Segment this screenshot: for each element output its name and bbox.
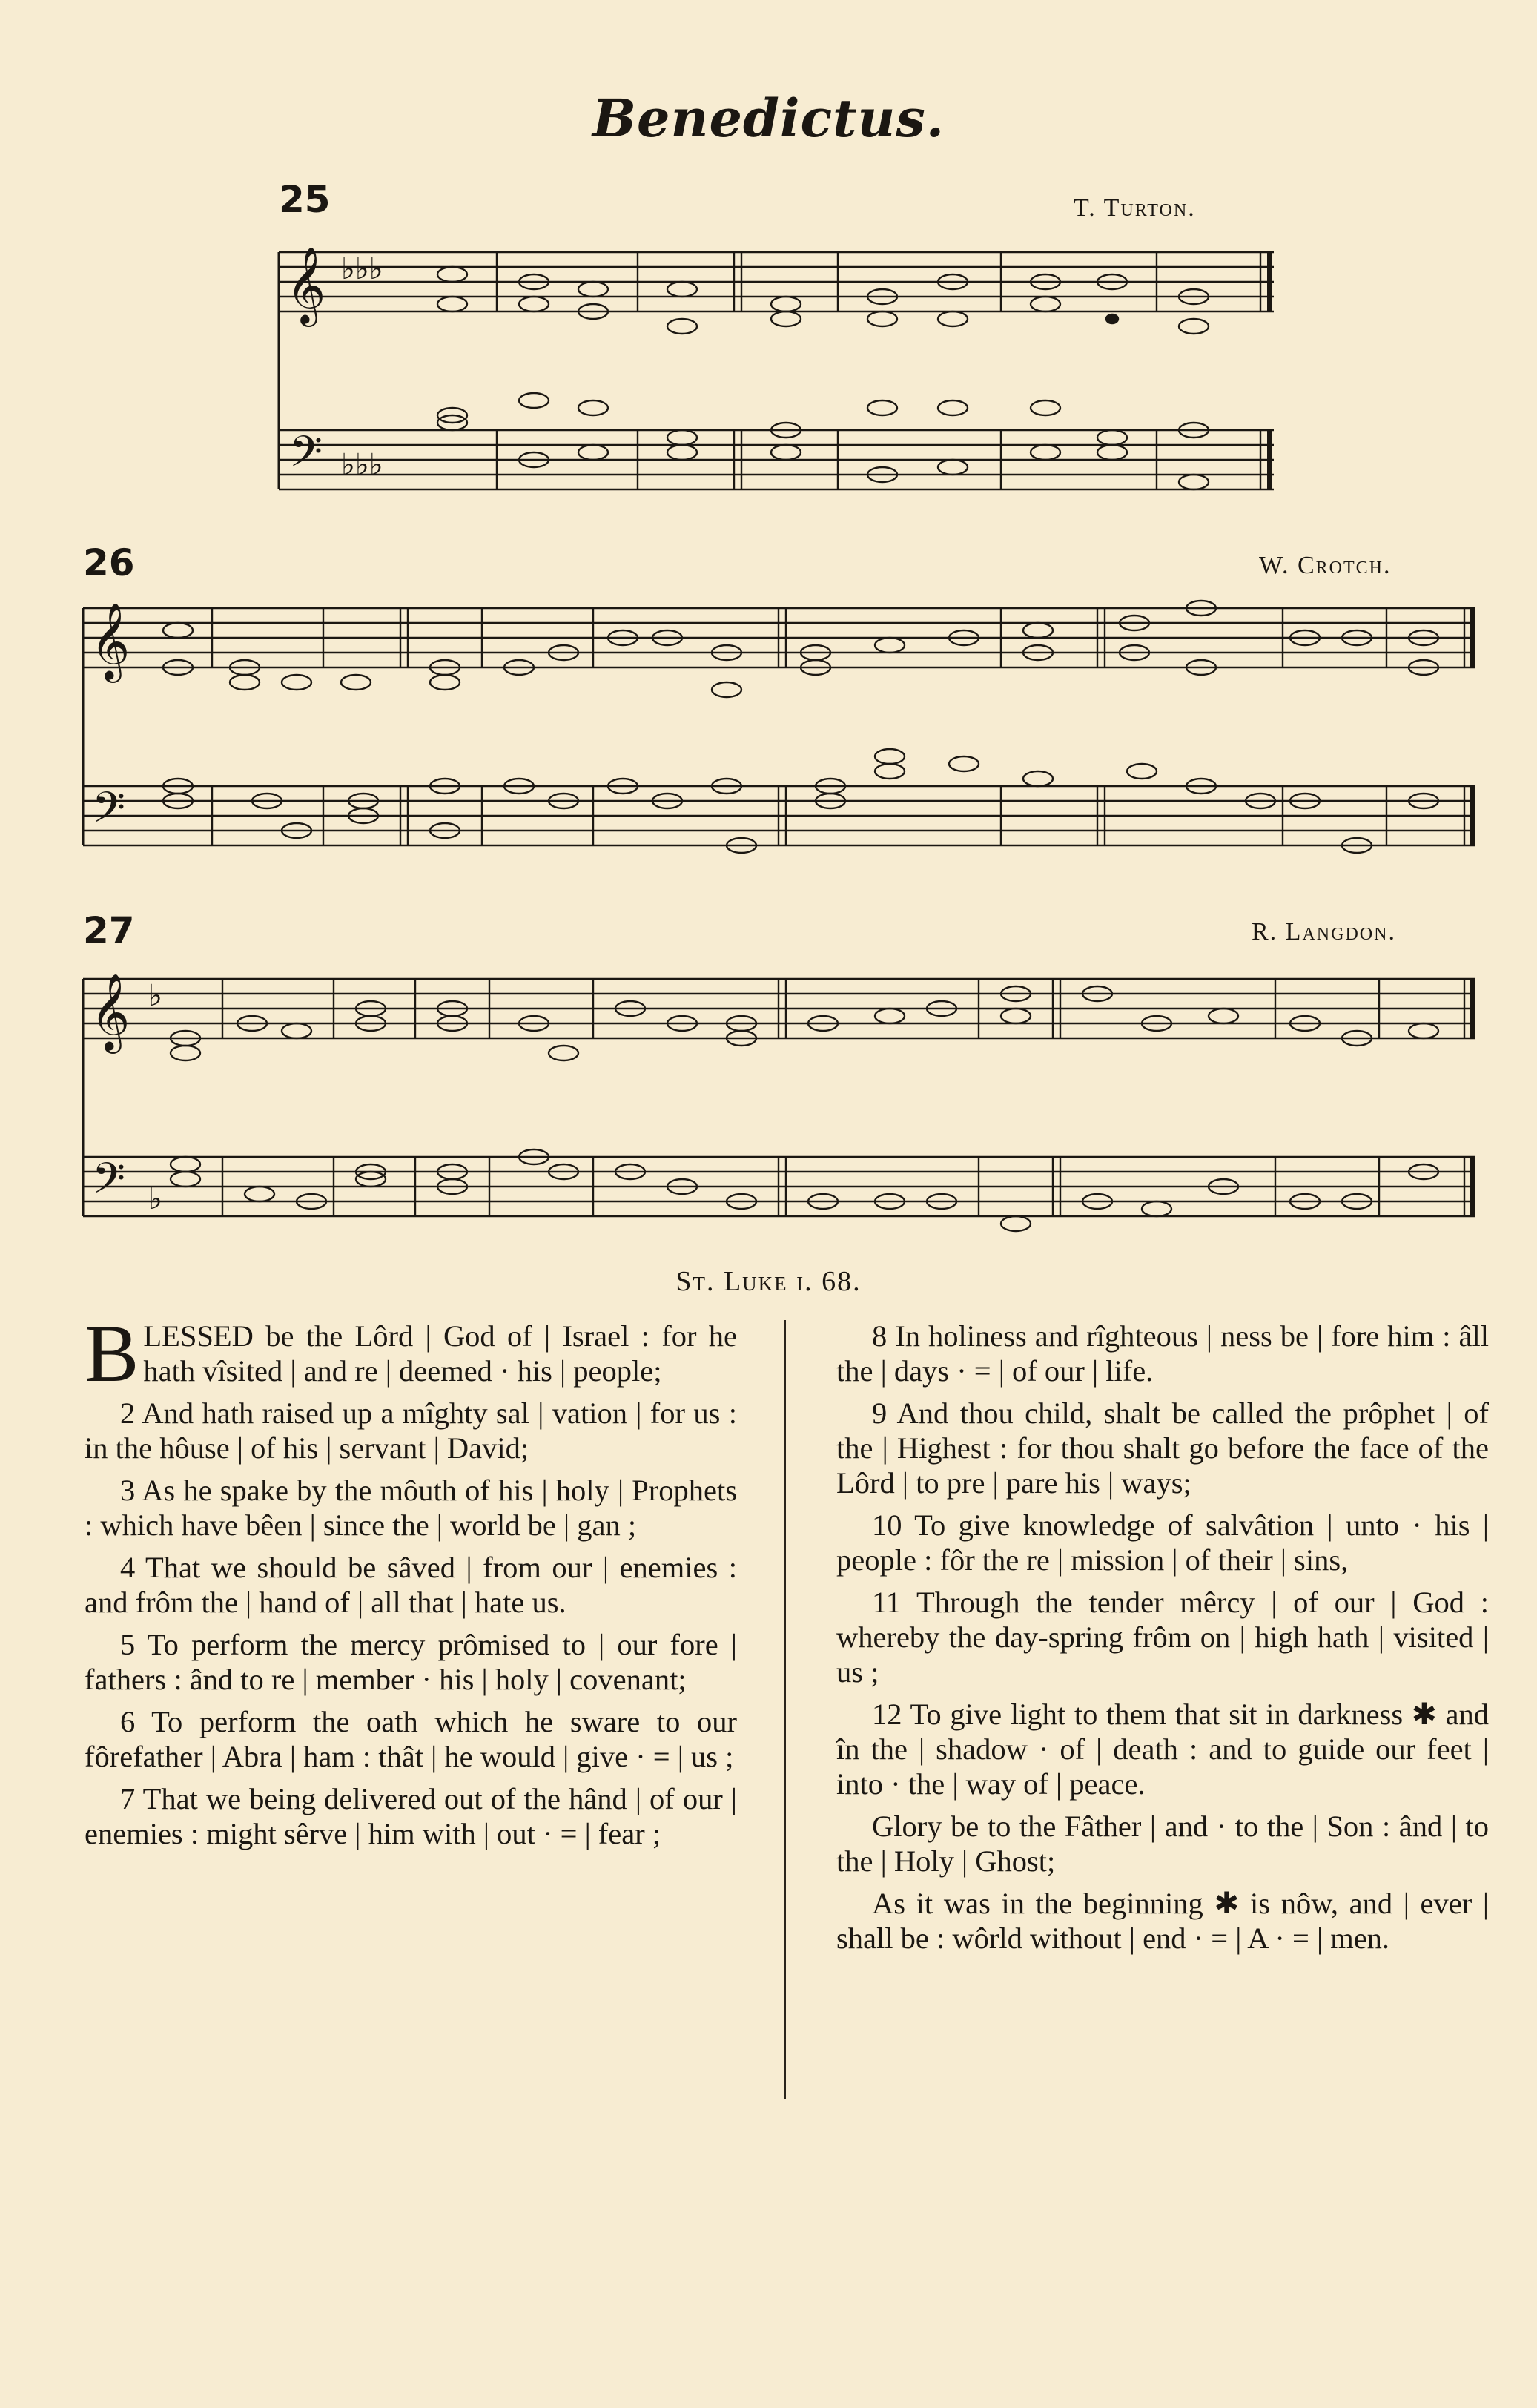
- verse-4: 4 That we should be sâved | from our | enemies : and frôm the | hand of | all that | hate us.: [85, 1551, 737, 1619]
- verse-5: 5 To perform the mercy prômised to | our fore | fathers : ând to re | member · his | holy | covenant;: [85, 1628, 737, 1696]
- verse-11: 11 Through the tender mêrcy | of our | God : whereby the day-spring frôm on | high hath | visited | us ;: [836, 1586, 1489, 1689]
- verse-8: 8 In holiness and rîghteous | ness be | fore him : âll the | days · = | of our | life.: [836, 1319, 1489, 1388]
- notes-treble-25: [437, 267, 1209, 334]
- page-title: Benedictus.: [592, 88, 945, 149]
- bass-staff-25: [279, 430, 1274, 489]
- composer-crotch: W. Crotch.: [1259, 552, 1392, 579]
- flat-sign-icon: ♭: [148, 1182, 162, 1216]
- verse-7: 7 That we being delivered out of the hând | of our | enemies : might sêrve | him with | out · = | fear ;: [85, 1782, 737, 1850]
- composer-turton: T. Turton.: [1074, 194, 1196, 222]
- flat-sign-icon: ♭♭♭: [341, 252, 383, 286]
- verse-12: 12 To give light to them that sit in darkness ✱ and în the | shadow · of | death : and to guide our feet | into · the | way of | peace.: [836, 1698, 1489, 1801]
- verse-10: 10 To give knowledge of salvâtion | unto · his | people : fôr the re | mission | of their | sins,: [836, 1508, 1489, 1577]
- chant-26-score: [83, 601, 1475, 853]
- column-divider: [784, 1320, 786, 2099]
- treble-clef-icon: 𝄞: [90, 973, 130, 1051]
- chant-number-25: 25: [279, 178, 331, 221]
- gloria-2: As it was in the beginning ✱ is nôw, and | ever | shall be : wôrld without | end · = | A · = | men.: [836, 1887, 1489, 1955]
- verse-3: 3 As he spake by the môuth of his | holy | Prophets : which have bêen | since the | world be | gan ;: [85, 1474, 737, 1542]
- chant-25-score: [279, 246, 1274, 489]
- treble-clef-icon: 𝄞: [90, 602, 130, 680]
- scripture-reference: St. Luke i. 68.: [675, 1266, 862, 1297]
- verse-1: BLESSED be the Lôrd | God of | Israel : for he hath vîsited | and re | deemed · his | people;: [85, 1308, 737, 1399]
- chant-number-26: 26: [83, 541, 135, 584]
- bass-clef-icon: 𝄢: [92, 782, 126, 843]
- verses-right-column: [836, 1319, 1489, 1963]
- treble-clef-icon: 𝄞: [286, 246, 326, 324]
- gloria-1: Glory be to the Fâther | and · to the | Son : ând | to the | Holy | Ghost;: [836, 1810, 1489, 1878]
- treble-staff-25: [279, 252, 1274, 311]
- flat-sign-icon: ♭♭♭: [341, 448, 383, 482]
- chant-number-27: 27: [83, 909, 135, 952]
- notes-treble-26: [163, 601, 1438, 697]
- flat-sign-icon: ♭: [148, 979, 162, 1013]
- bass-clef-icon: 𝄢: [289, 426, 323, 487]
- composer-langdon: R. Langdon.: [1252, 918, 1396, 946]
- chant-27-score: [83, 973, 1475, 1231]
- verse-6: 6 To perform the oath which he sware to our fôrefather | Abra | ham : thât | he would | give · = | us ;: [85, 1705, 737, 1773]
- bass-clef-icon: 𝄢: [92, 1153, 126, 1214]
- verses-left-column: [85, 1308, 737, 1858]
- verse-2: 2 And hath raised up a mîghty sal | vation | for us : in the hôuse | of his | servant | David;: [85, 1396, 737, 1465]
- notes-bass-27: [171, 1149, 1438, 1231]
- verse-9: 9 And thou child, shalt be called the prôphet | of the | Highest : for thou shalt go before the face of the Lôrd | to pre | pare his | ways;: [836, 1396, 1489, 1500]
